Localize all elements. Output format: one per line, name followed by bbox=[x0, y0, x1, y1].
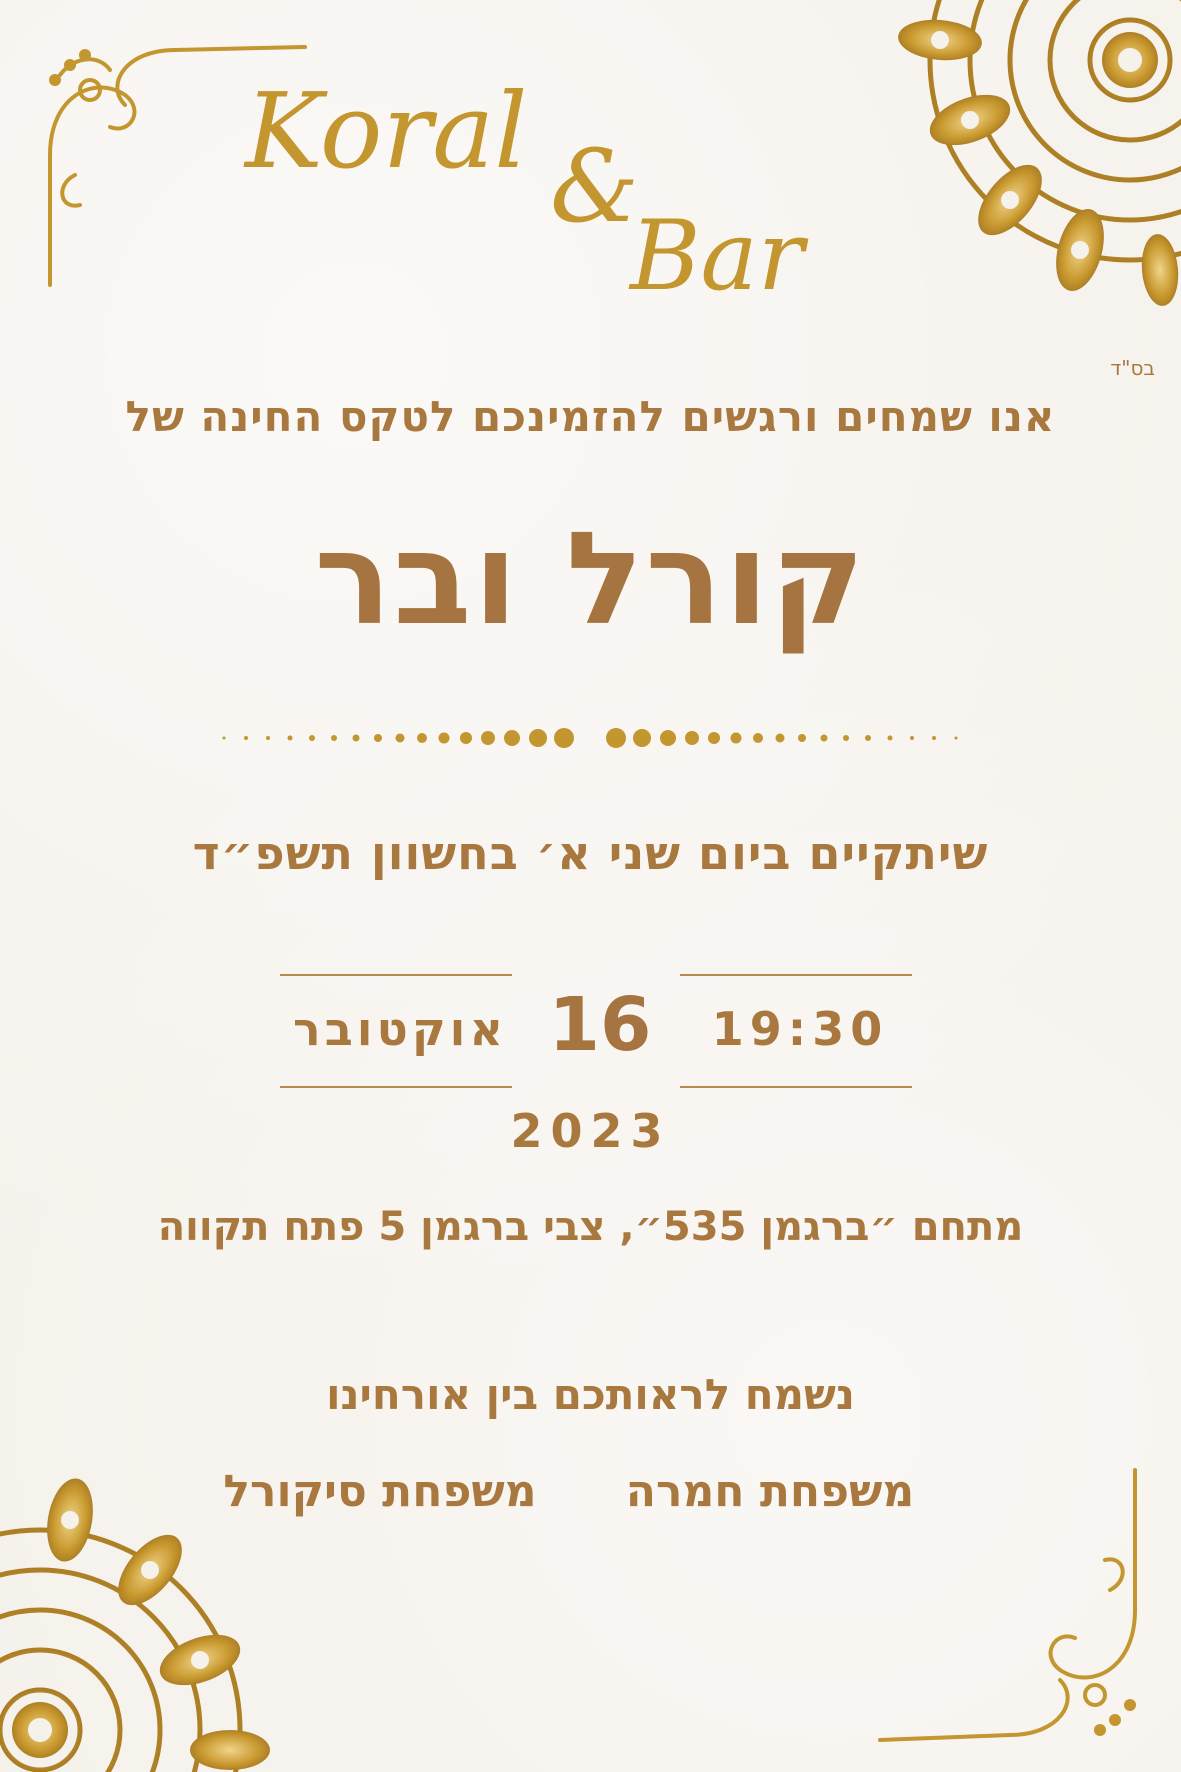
event-year: 2023 bbox=[510, 1104, 671, 1158]
family-right: משפחת חמרה bbox=[625, 1466, 915, 1517]
venue-address: מתחם ״ברגמן 535״, צבי ברגמן 5 פתח תקווה bbox=[157, 1204, 1024, 1250]
hebrew-date-line: שיתקיים ביום שני א׳ בחשוון תשפ״ד bbox=[192, 826, 989, 880]
divider-line bbox=[680, 1086, 912, 1088]
dotted-divider bbox=[220, 720, 960, 756]
mandala-ornament-top-right bbox=[830, 0, 1181, 340]
divider-line bbox=[280, 1086, 512, 1088]
event-day: 16 bbox=[548, 982, 652, 1068]
divider-line bbox=[280, 974, 512, 976]
ampersand-script: & bbox=[550, 128, 640, 245]
event-month: אוקטובר bbox=[293, 1002, 507, 1056]
family-left: משפחת סיקורל bbox=[223, 1466, 537, 1517]
divider-line bbox=[680, 974, 912, 976]
intro-line: אנו שמחים ורגשים להזמינכם לטקס החינה של bbox=[125, 392, 1056, 441]
name-two-script: Bar bbox=[630, 200, 804, 312]
bsd-label: בס"ד bbox=[1110, 356, 1155, 380]
couple-names-hebrew: קורל ובר bbox=[314, 505, 867, 654]
name-one-script: Koral bbox=[245, 70, 528, 192]
event-time: 19:30 bbox=[711, 1002, 889, 1056]
closing-line: נשמח לראותכם בין אורחינו bbox=[326, 1370, 855, 1419]
